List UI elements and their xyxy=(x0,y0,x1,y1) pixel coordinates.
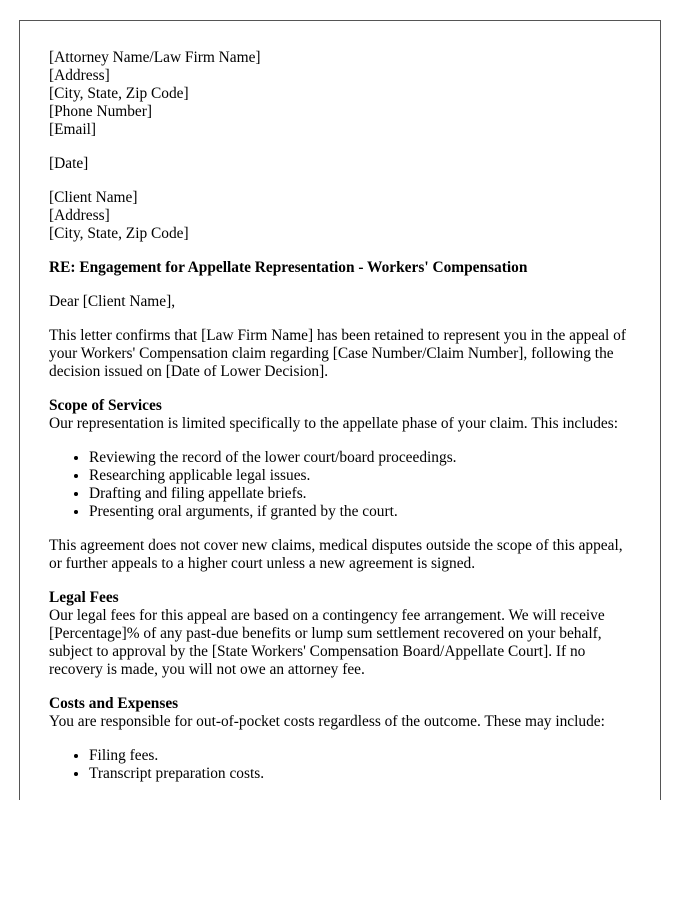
scope-heading: Scope of Services xyxy=(49,397,162,414)
subject-line xyxy=(49,259,635,277)
fees-text: Our legal fees for this appeal are based on a contingency fee arrangement. We will receive [Percentage]% of any past-due benefits or lump sum settlement recovered on your behalf, subject to approval by the [State Workers' Compensation Board/Appellate Court]. If no recovery is made, you will not owe an attorney fee. xyxy=(49,607,605,678)
intro-paragraph: This letter confirms that [Law Firm Name] has been retained to represent you in the appeal of your Workers' Compensation claim regarding [Case Number/Claim Number], following the decision issued on [Date of Lower Decision]. xyxy=(49,327,626,380)
recipient-address: [Address] xyxy=(49,207,110,224)
fees-heading: Legal Fees xyxy=(49,589,119,606)
costs-heading: Costs and Expenses xyxy=(49,695,179,712)
salutation: Dear [Client Name], xyxy=(49,293,176,310)
letter-content xyxy=(49,49,635,799)
costs-list xyxy=(49,747,635,783)
scope-list xyxy=(49,449,635,521)
list-item: • Filing fees. xyxy=(89,747,635,765)
sender-phone: [Phone Number] xyxy=(49,103,153,120)
subject-text: RE: Engagement for Appellate Representation - Workers' Compensation xyxy=(49,259,528,276)
fees-section xyxy=(49,589,635,679)
scope-text: Our representation is limited specifically to the appellate phase of your claim. This includes: xyxy=(49,415,619,432)
scope-section xyxy=(49,397,635,433)
costs-section xyxy=(49,695,635,731)
letter-date: [Date] xyxy=(49,155,89,172)
sender-name: [Attorney Name/Law Firm Name] xyxy=(49,49,261,66)
sender-city: [City, State, Zip Code] xyxy=(49,85,189,102)
scope-exclusion: This agreement does not cover new claims, medical disputes outside the scope of this appeal, or further appeals to a higher court unless a new agreement is signed. xyxy=(49,537,623,572)
list-item: • Presenting oral arguments, if granted by the court. xyxy=(89,503,635,521)
sender-address: [Address] xyxy=(49,67,110,84)
list-item: • Researching applicable legal issues. xyxy=(89,467,635,485)
recipient-city: [City, State, Zip Code] xyxy=(49,225,189,242)
sender-email: [Email] xyxy=(49,121,97,138)
list-item: • Reviewing the record of the lower court/board proceedings. xyxy=(89,449,635,467)
list-item: • Transcript preparation costs. xyxy=(89,765,635,783)
sender-block xyxy=(49,49,635,139)
recipient-block xyxy=(49,189,635,243)
recipient-name: [Client Name] xyxy=(49,189,138,206)
letter-page xyxy=(19,20,661,800)
list-item: • Drafting and filing appellate briefs. xyxy=(89,485,635,503)
costs-text: You are responsible for out-of-pocket costs regardless of the outcome. These may include: xyxy=(49,713,605,730)
